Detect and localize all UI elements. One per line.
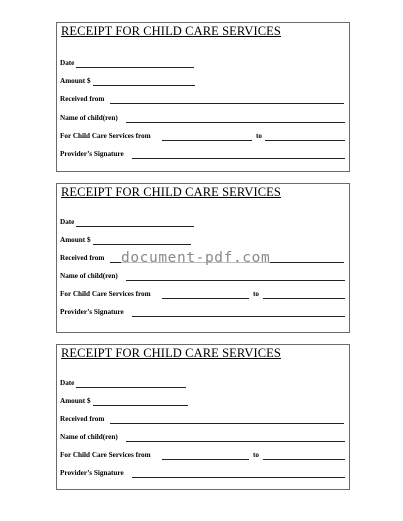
- children-label: Name of child(ren): [60, 433, 118, 441]
- received-from-label: Received from: [60, 95, 105, 103]
- amount-label: Amount $: [60, 236, 91, 244]
- children-label: Name of child(ren): [60, 114, 118, 122]
- services-to-field[interactable]: [263, 298, 345, 299]
- amount-field[interactable]: [93, 405, 188, 406]
- receipt-1: [56, 22, 350, 172]
- signature-field[interactable]: [132, 158, 345, 159]
- signature-field[interactable]: [132, 477, 345, 478]
- date-label: Date: [60, 218, 75, 226]
- signature-label: Provider’s Signature: [60, 469, 124, 477]
- children-field[interactable]: [126, 122, 345, 123]
- receipt-title: RECEIPT FOR CHILD CARE SERVICES: [61, 185, 281, 199]
- received-from-label: Received from: [60, 254, 105, 262]
- to-label: to: [253, 290, 259, 298]
- signature-label: Provider’s Signature: [60, 150, 124, 158]
- signature-label: Provider’s Signature: [60, 308, 124, 316]
- to-label: to: [253, 451, 259, 459]
- services-from-field[interactable]: [162, 298, 249, 299]
- children-field[interactable]: [126, 280, 345, 281]
- services-from-label: For Child Care Services from: [60, 451, 151, 459]
- children-label: Name of child(ren): [60, 272, 118, 280]
- services-from-label: For Child Care Services from: [60, 290, 151, 298]
- receipt-title: RECEIPT FOR CHILD CARE SERVICES: [61, 24, 281, 38]
- services-from-field[interactable]: [162, 140, 252, 141]
- received-from-field[interactable]: [110, 103, 344, 104]
- services-from-field[interactable]: [162, 459, 249, 460]
- receipt-3: [56, 344, 350, 490]
- services-to-field[interactable]: [263, 459, 345, 460]
- services-from-label: For Child Care Services from: [60, 132, 151, 140]
- services-to-field[interactable]: [265, 140, 345, 141]
- date-label: Date: [60, 59, 75, 67]
- received-from-field[interactable]: [110, 423, 344, 424]
- amount-label: Amount $: [60, 77, 91, 85]
- amount-field[interactable]: [93, 244, 191, 245]
- date-label: Date: [60, 379, 75, 387]
- to-label: to: [256, 132, 262, 140]
- date-field[interactable]: [76, 226, 194, 227]
- date-field[interactable]: [76, 67, 194, 68]
- signature-field[interactable]: [132, 316, 345, 317]
- watermark: document-pdf.com: [121, 250, 271, 266]
- amount-label: Amount $: [60, 397, 91, 405]
- date-field[interactable]: [76, 387, 186, 388]
- receipt-title: RECEIPT FOR CHILD CARE SERVICES: [61, 346, 281, 360]
- received-from-label: Received from: [60, 415, 105, 423]
- amount-field[interactable]: [93, 85, 195, 86]
- children-field[interactable]: [126, 441, 345, 442]
